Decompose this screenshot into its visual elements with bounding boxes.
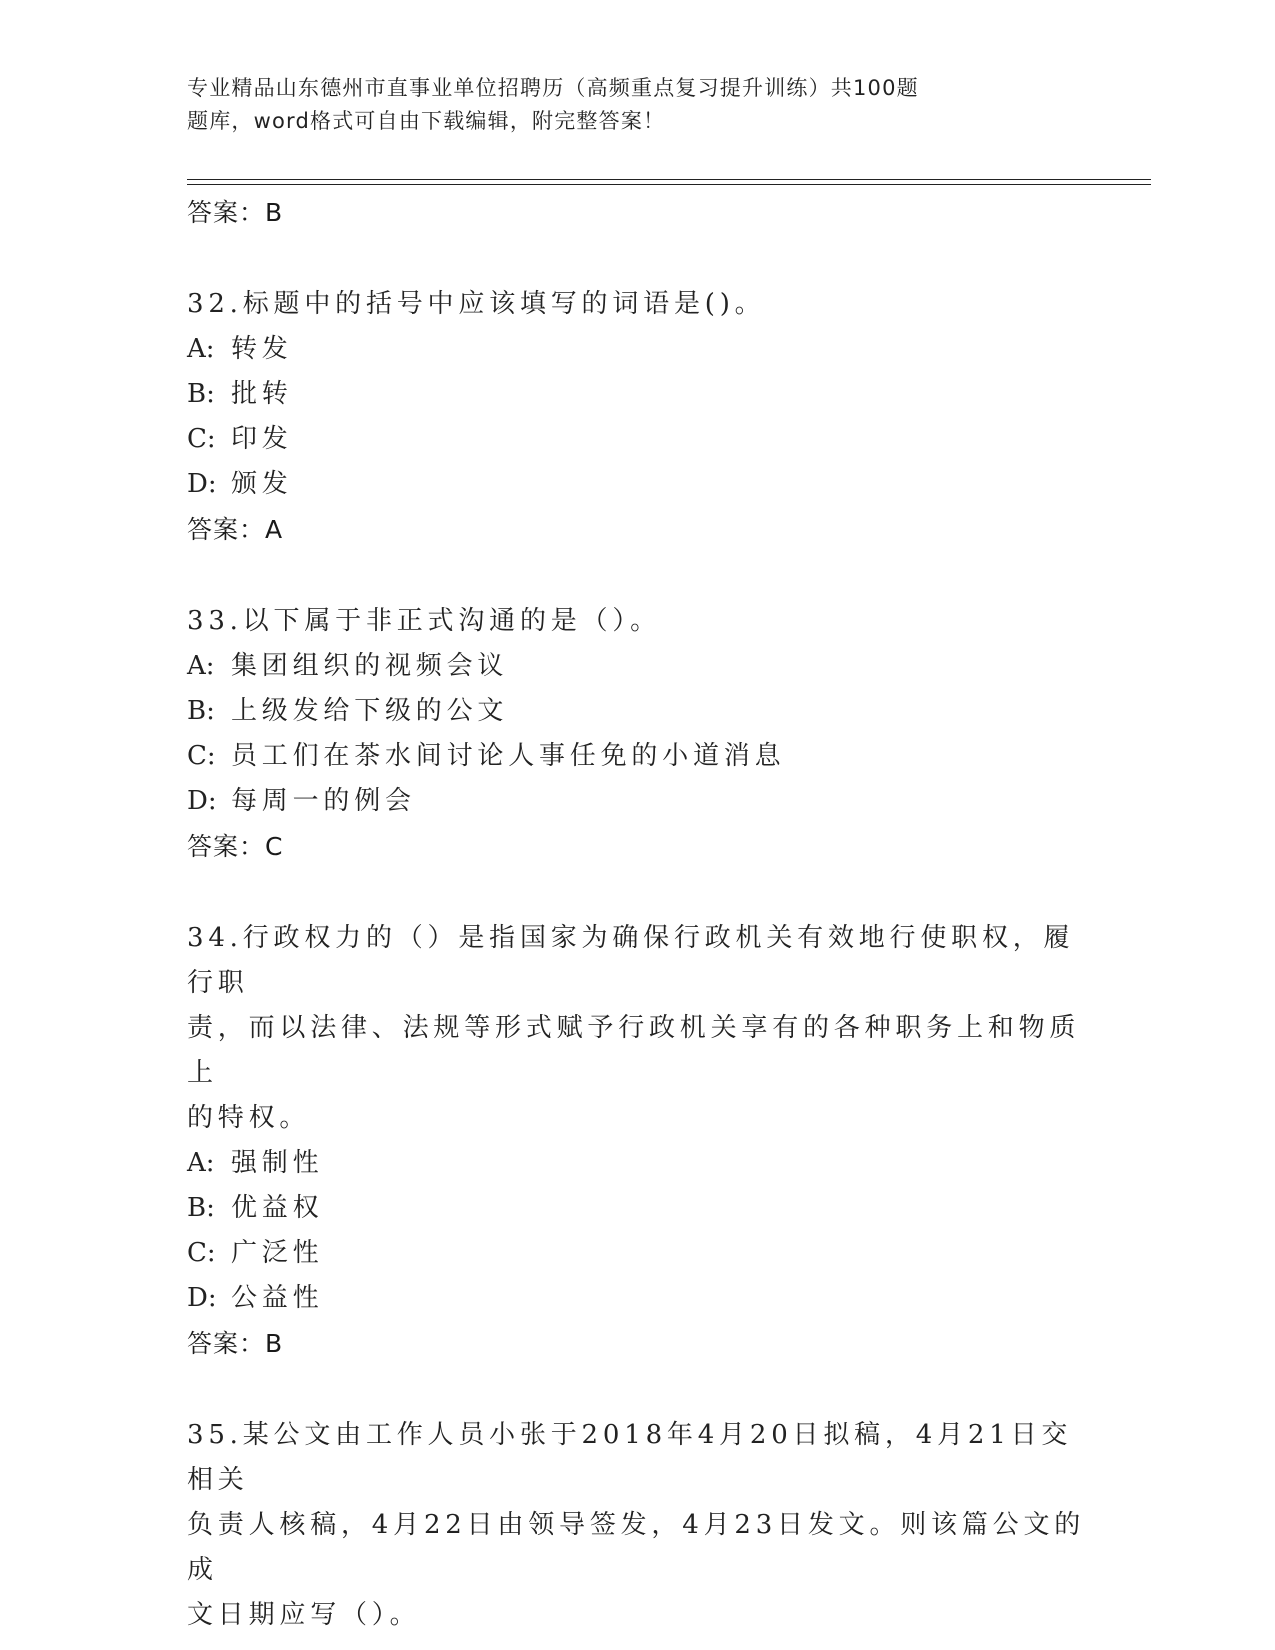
document-header	[187, 72, 1047, 138]
option-b	[187, 1186, 1087, 1231]
option-text: 每周一的例会	[231, 786, 416, 816]
question-text-line: 的特权。	[187, 1103, 311, 1133]
option-label: D:	[187, 786, 217, 816]
option-a	[187, 327, 1087, 372]
option-c	[187, 734, 1087, 779]
option-d	[187, 779, 1087, 824]
option-label: B:	[187, 379, 215, 409]
question-text-line: 35.某公文由工作人员小张于2018年4月20日拟稿，4月21日交相关	[187, 1420, 1073, 1495]
question-32	[187, 282, 1087, 552]
option-label: C:	[187, 741, 216, 771]
answer-line: 答案：A	[187, 515, 284, 544]
question-33	[187, 599, 1087, 869]
header-line-1: 专业精品山东德州市直事业单位招聘历（高频重点复习提升训练）共100题	[187, 76, 919, 100]
option-c	[187, 1231, 1087, 1276]
answer-line: 答案：B	[187, 1329, 284, 1358]
header-line-2: 题库，word格式可自由下载编辑，附完整答案！	[187, 109, 666, 133]
option-text: 印发	[231, 424, 293, 454]
option-label: C:	[187, 424, 216, 454]
option-a	[187, 1141, 1087, 1186]
question-list	[187, 190, 1087, 1638]
option-text: 上级发给下级的公文	[231, 696, 509, 726]
question-text-line: 34.行政权力的（）是指国家为确保行政机关有效地行使职权，履行职	[187, 923, 1075, 998]
option-text: 员工们在茶水间讨论人事任免的小道消息	[231, 741, 786, 771]
option-d	[187, 1276, 1087, 1321]
option-text: 强制性	[231, 1148, 324, 1178]
option-label: B:	[187, 1193, 215, 1223]
option-b	[187, 372, 1087, 417]
option-text: 转发	[231, 334, 293, 364]
option-c	[187, 417, 1087, 462]
option-text: 批转	[231, 379, 293, 409]
option-label: A:	[187, 1148, 215, 1178]
header-divider	[187, 184, 1151, 185]
option-text: 优益权	[231, 1193, 324, 1223]
option-label: A:	[187, 334, 215, 364]
option-text: 公益性	[231, 1283, 324, 1313]
option-b	[187, 689, 1087, 734]
option-text: 集团组织的视频会议	[231, 651, 509, 681]
option-a	[187, 644, 1087, 689]
question-35	[187, 1413, 1087, 1638]
question-text-line: 责，而以法律、法规等形式赋予行政机关享有的各种职务上和物质上	[187, 1013, 1081, 1088]
option-text: 广泛性	[231, 1238, 324, 1268]
answer-line: 答案：B	[187, 198, 284, 227]
option-label: D:	[187, 1283, 217, 1313]
option-text: 颁发	[231, 469, 293, 499]
option-label: D:	[187, 469, 217, 499]
option-label: B:	[187, 696, 215, 726]
question-text-line: 文日期应写（）。	[187, 1600, 421, 1630]
question-text: 32.标题中的括号中应该填写的词语是()。	[187, 289, 766, 319]
option-label: A:	[187, 651, 215, 681]
header-divider	[187, 179, 1151, 180]
option-label: C:	[187, 1238, 216, 1268]
answer-line: 答案：C	[187, 832, 284, 861]
question-text: 33.以下属于非正式沟通的是（）。	[187, 606, 661, 636]
question-text-line: 负责人核稿，4月22日由领导签发，4月23日发文。则该篇公文的成	[187, 1510, 1086, 1585]
question-34	[187, 916, 1087, 1366]
option-d	[187, 462, 1087, 507]
